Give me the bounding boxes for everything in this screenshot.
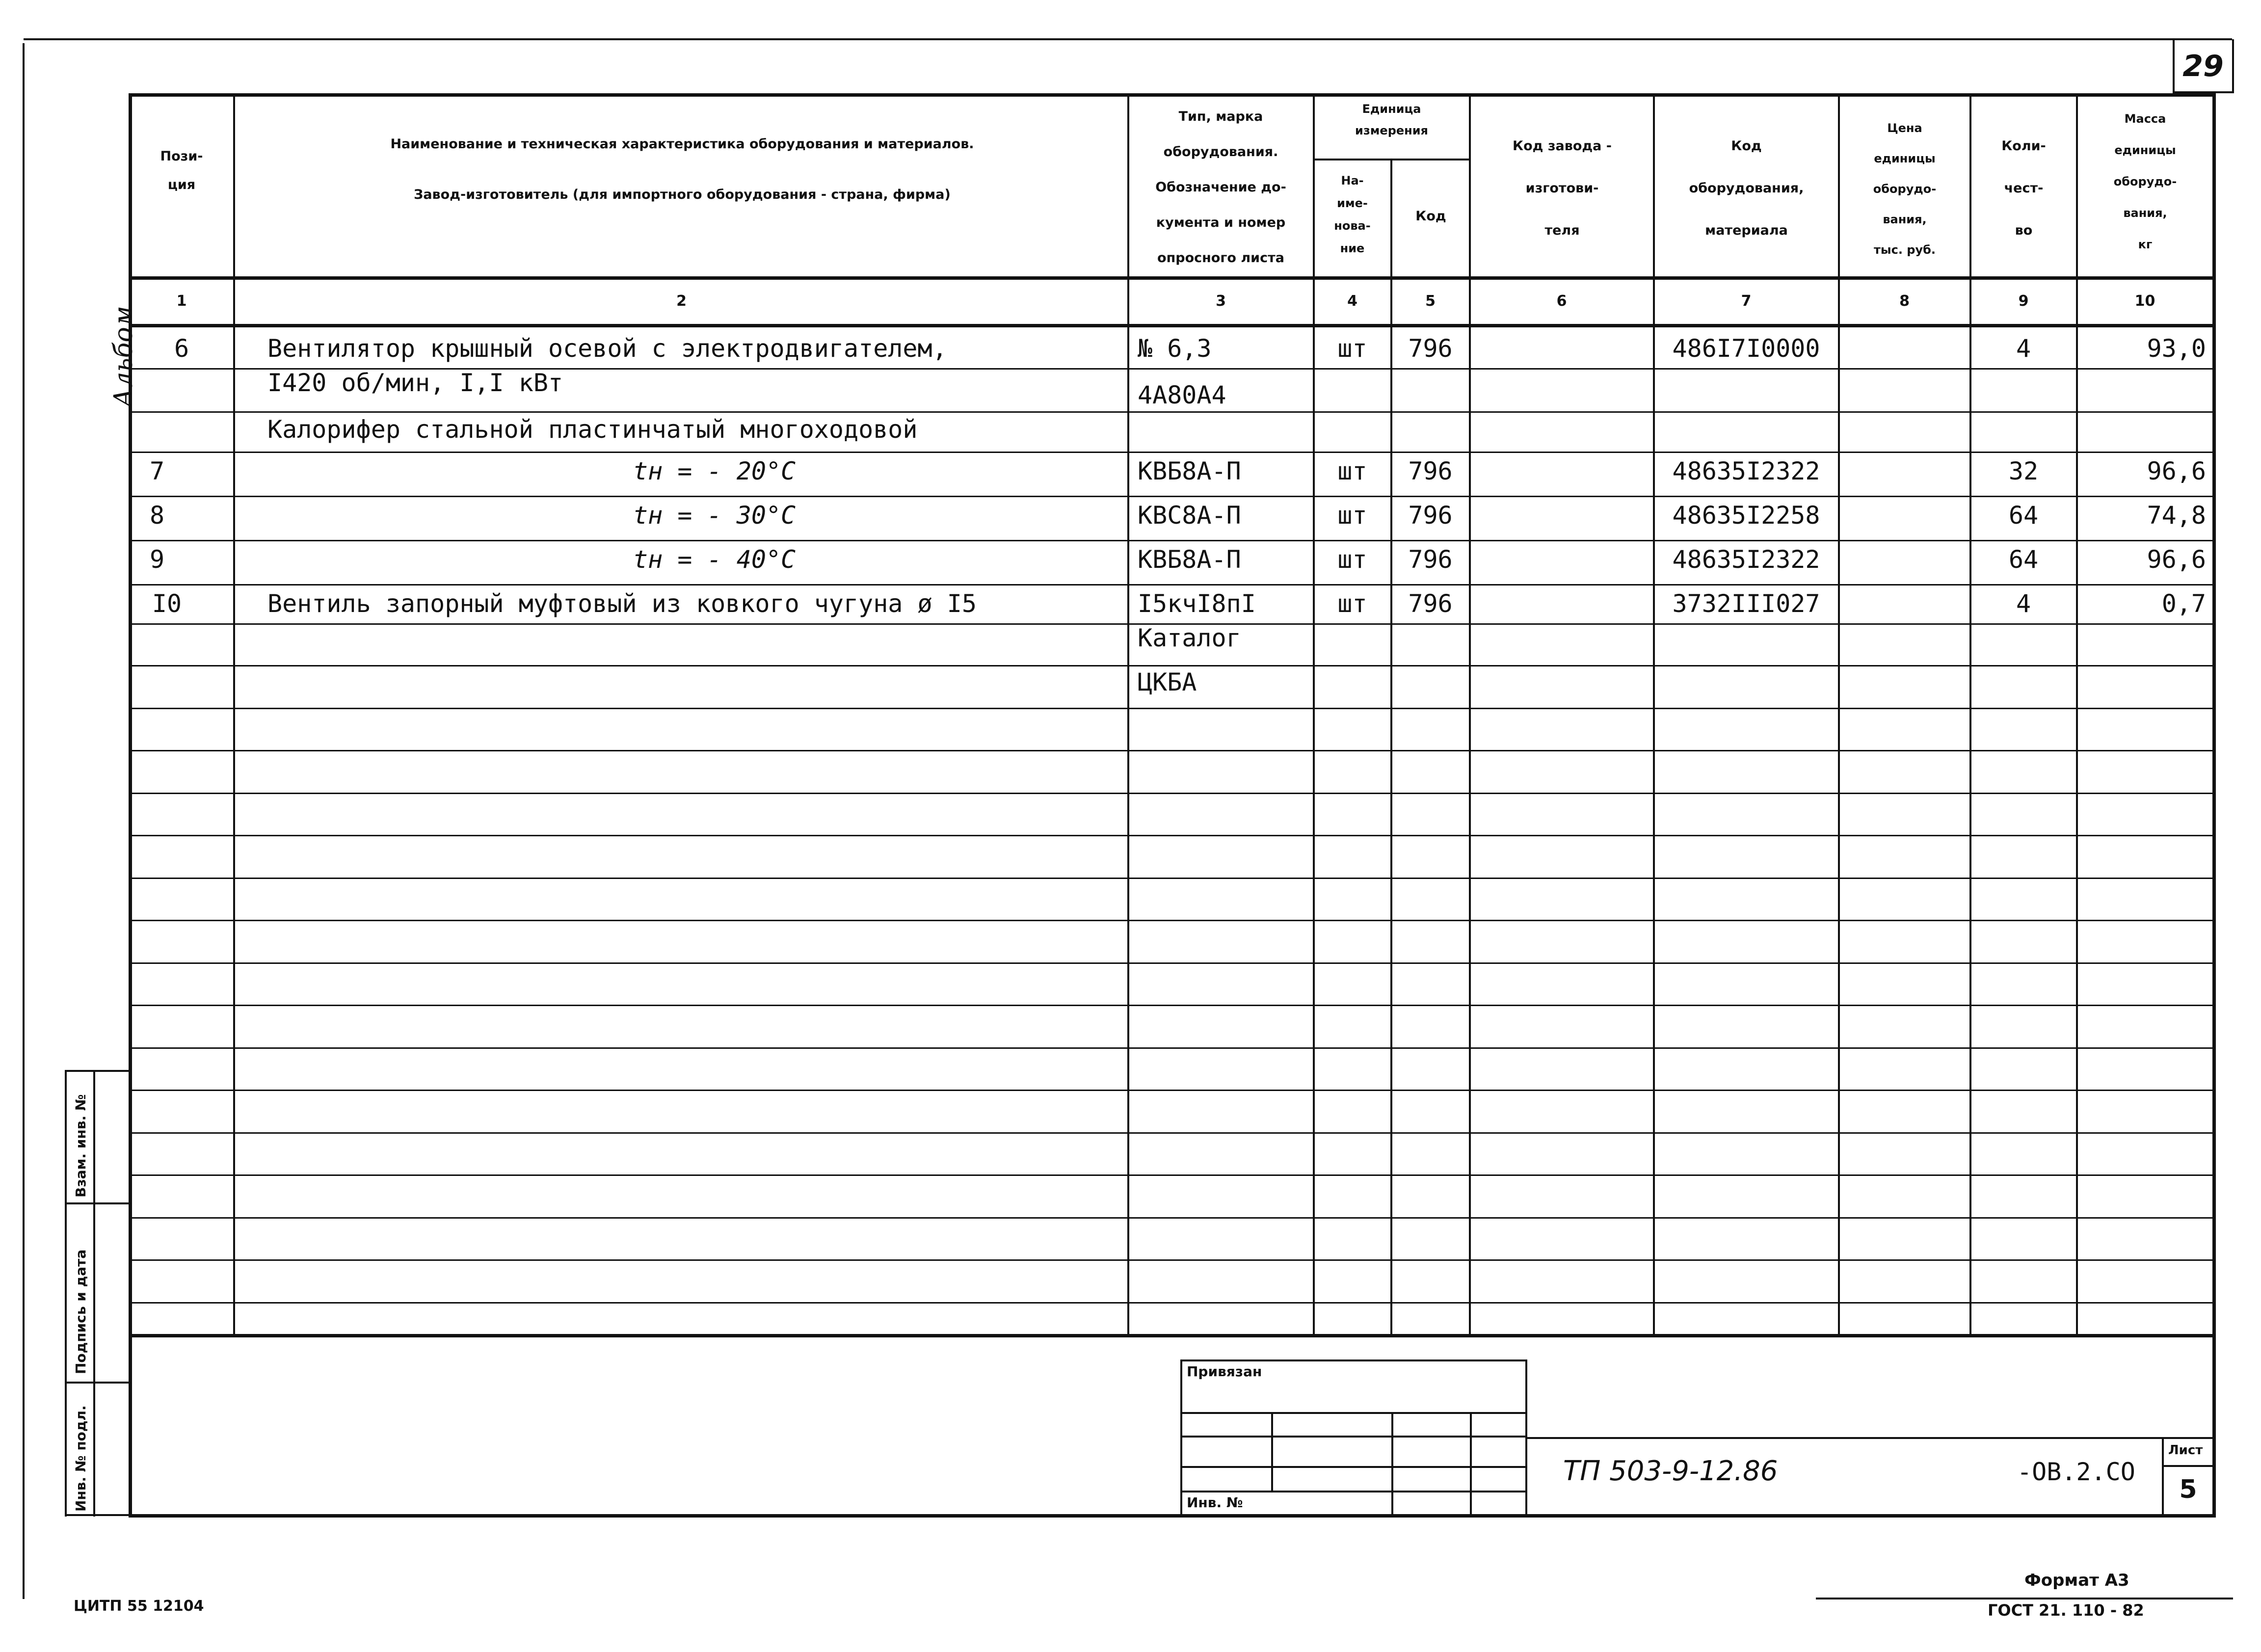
colnum-3: 3 xyxy=(1216,293,1226,310)
row-6-qty: 4 xyxy=(2016,589,2031,618)
tb-col3 xyxy=(1470,1412,1472,1515)
body-row-line xyxy=(129,1090,2214,1091)
body-row-line xyxy=(129,1174,2214,1176)
colnum-5: 5 xyxy=(1425,293,1436,310)
header-col8: Цена единицы оборудо- вания, тыс. руб. xyxy=(1873,121,1937,257)
tb-privyazan-left xyxy=(1180,1359,1182,1517)
colnum-7: 7 xyxy=(1741,293,1752,310)
tb-col1 xyxy=(1271,1412,1273,1491)
row-4-mass: 74,8 xyxy=(2147,501,2206,530)
body-row-line xyxy=(129,1302,2214,1304)
body-row-line xyxy=(129,1217,2214,1219)
colnum-4: 4 xyxy=(1347,293,1357,310)
header-col2: Наименование и техническая характеристика оборудования и материалов. Завод-изготовитель (для импортного оборудования - страна, фирма) xyxy=(390,136,974,202)
row-0-qty: 4 xyxy=(2016,334,2031,363)
row-6-type: I5кчI8пI xyxy=(1138,589,1256,618)
side-strip-mid xyxy=(93,1070,95,1517)
row-0-type: № 6,3 xyxy=(1138,334,1212,363)
tb-privyazan-label: Привязан xyxy=(1187,1363,1262,1380)
tb-inv-no-label: Инв. № xyxy=(1187,1494,1243,1511)
colnum-10: 10 xyxy=(2134,293,2155,310)
table-bottom-line xyxy=(129,1334,2214,1337)
body-row-line xyxy=(129,793,2214,794)
body-row-line xyxy=(129,1259,2214,1261)
header-col3: Тип, марка оборудования. Обозначение до- кумента и номер опросного листа xyxy=(1155,109,1286,266)
row-0-unit-code: 796 xyxy=(1408,334,1453,363)
doc-code: ТП 503-9-12.86 xyxy=(1563,1455,1778,1487)
sheet-label: Лист xyxy=(2168,1443,2203,1458)
row-3-qty: 32 xyxy=(2008,457,2039,485)
row-3-pos: 7 xyxy=(149,457,165,485)
header-col45-top: Единица измерения xyxy=(1355,102,1428,137)
row-3-type: КВБ8А-П xyxy=(1138,457,1241,485)
row-0-unit: шт xyxy=(1337,334,1367,363)
colnum-6: 6 xyxy=(1556,293,1567,310)
colnum-9: 9 xyxy=(2018,293,2029,310)
side-strip-top xyxy=(65,1070,130,1072)
colnum-8: 8 xyxy=(1899,293,1910,310)
row-6-name: Вентиль запорный муфтовый из ковкого чугуна ø I5 xyxy=(267,589,977,618)
sheet-mark-box-right xyxy=(2232,39,2234,93)
row-6-unit-code: 796 xyxy=(1408,589,1453,618)
tb-privyazan-top xyxy=(1180,1359,1526,1361)
body-row-line xyxy=(129,920,2214,921)
row-6-pos: I0 xyxy=(152,589,182,618)
row-3-unit-code: 796 xyxy=(1408,457,1453,485)
row-3-material-code: 48635I2322 xyxy=(1672,457,1820,485)
row-8-type: ЦКБА xyxy=(1138,668,1197,696)
row-4-name: tн = - 30°С xyxy=(633,501,796,530)
body-row-line xyxy=(129,1005,2214,1006)
side-strip-bottom xyxy=(65,1514,130,1516)
row-4-pos: 8 xyxy=(149,501,165,530)
row-3-name: tн = - 20°С xyxy=(633,457,796,485)
side-strip-left xyxy=(65,1070,67,1517)
header-col6: Код завода - изготови- теля xyxy=(1513,138,1612,238)
tb-col2 xyxy=(1391,1412,1393,1515)
row-4-unit-code: 796 xyxy=(1408,501,1453,530)
row-3-mass: 96,6 xyxy=(2147,457,2206,485)
footer-line xyxy=(1816,1598,2233,1599)
header-col7: Код оборудования, материала xyxy=(1689,138,1804,238)
colnum-1: 1 xyxy=(176,293,187,310)
row-5-unit: шт xyxy=(1337,545,1367,574)
row-4-unit: шт xyxy=(1337,501,1367,530)
row-5-unit-code: 796 xyxy=(1408,545,1453,574)
footer-format: Формат А3 xyxy=(2024,1571,2129,1590)
page-border-top xyxy=(24,38,2232,40)
doc-suffix: -ОВ.2.СО xyxy=(2017,1458,2135,1486)
row-5-mass: 96,6 xyxy=(2147,545,2206,574)
body-row-line xyxy=(129,708,2214,709)
sheet-box-mid xyxy=(2162,1465,2214,1467)
album-label: Альбом xyxy=(109,306,138,407)
row-4-material-code: 48635I2258 xyxy=(1672,501,1820,530)
side-strip-div1 xyxy=(65,1202,130,1204)
row-4-type: КВС8А-П xyxy=(1138,501,1241,530)
body-row-line xyxy=(129,835,2214,836)
body-row-line xyxy=(129,1047,2214,1049)
header-col9: Коли- чест- во xyxy=(2001,138,2046,238)
side-podpis-label: Подпись и дата xyxy=(73,1249,89,1374)
footer-gost: ГОСТ 21. 110 - 82 xyxy=(1988,1601,2144,1620)
row-5-name: tн = - 40°С xyxy=(633,545,796,574)
col-line-1 xyxy=(233,93,235,1335)
row-1-type: 4А80А4 xyxy=(1138,381,1226,409)
header-col1: Пози- ция xyxy=(160,149,203,192)
row-5-qty: 64 xyxy=(2008,545,2039,574)
row-6-mass: 0,7 xyxy=(2161,589,2206,618)
row-4-qty: 64 xyxy=(2008,501,2039,530)
row-1-name: I420 об/мин, I,I кВт xyxy=(267,369,563,397)
header-col5: Код xyxy=(1415,209,1446,224)
tb-row1 xyxy=(1180,1412,1526,1414)
tb-code-top xyxy=(1525,1437,2214,1439)
body-row-line xyxy=(129,750,2214,751)
row-0-name: Вентилятор крышный осевой с электродвигателем, xyxy=(267,334,947,363)
body-row-line xyxy=(129,878,2214,879)
side-vzam-label: Взам. инв. № xyxy=(73,1094,89,1198)
sheet-number: 5 xyxy=(2179,1475,2197,1504)
row-5-type: КВБ8А-П xyxy=(1138,545,1241,574)
row-0-pos: 6 xyxy=(174,334,189,363)
tb-row3 xyxy=(1180,1466,1526,1468)
sheet-mark: 29 xyxy=(2182,49,2224,83)
row-7-type: Каталог xyxy=(1138,624,1241,652)
frame-top xyxy=(129,93,2214,97)
body-row-line xyxy=(129,1132,2214,1134)
page-border-left xyxy=(23,43,25,1599)
row-5-material-code: 48635I2322 xyxy=(1672,545,1820,574)
side-strip-div2 xyxy=(65,1382,130,1384)
header-col4: На- име- нова- ние xyxy=(1334,174,1371,255)
row-5-pos: 9 xyxy=(149,545,165,574)
unit-subheader-line xyxy=(1313,159,1470,160)
frame-bottom xyxy=(129,1514,2216,1518)
tb-row4 xyxy=(1180,1491,1526,1492)
header-col10: Масса единицы оборудо- вания, кг xyxy=(2113,112,2177,251)
side-inv-label: Инв. № подл. xyxy=(73,1405,89,1512)
tb-row2 xyxy=(1180,1436,1526,1438)
row-3-unit: шт xyxy=(1337,457,1367,485)
footer-left: ЦИТП 55 12104 xyxy=(74,1598,204,1615)
body-row-line xyxy=(129,962,2214,964)
row-0-mass: 93,0 xyxy=(2147,334,2206,363)
row-2-name: Калорифер стальной пластинчатый многоходовой xyxy=(267,415,918,444)
row-6-material-code: 3732III027 xyxy=(1672,589,1820,618)
row-6-unit: шт xyxy=(1337,589,1367,618)
colnum-2: 2 xyxy=(676,293,687,310)
row-0-material-code: 486I7I0000 xyxy=(1672,334,1820,363)
